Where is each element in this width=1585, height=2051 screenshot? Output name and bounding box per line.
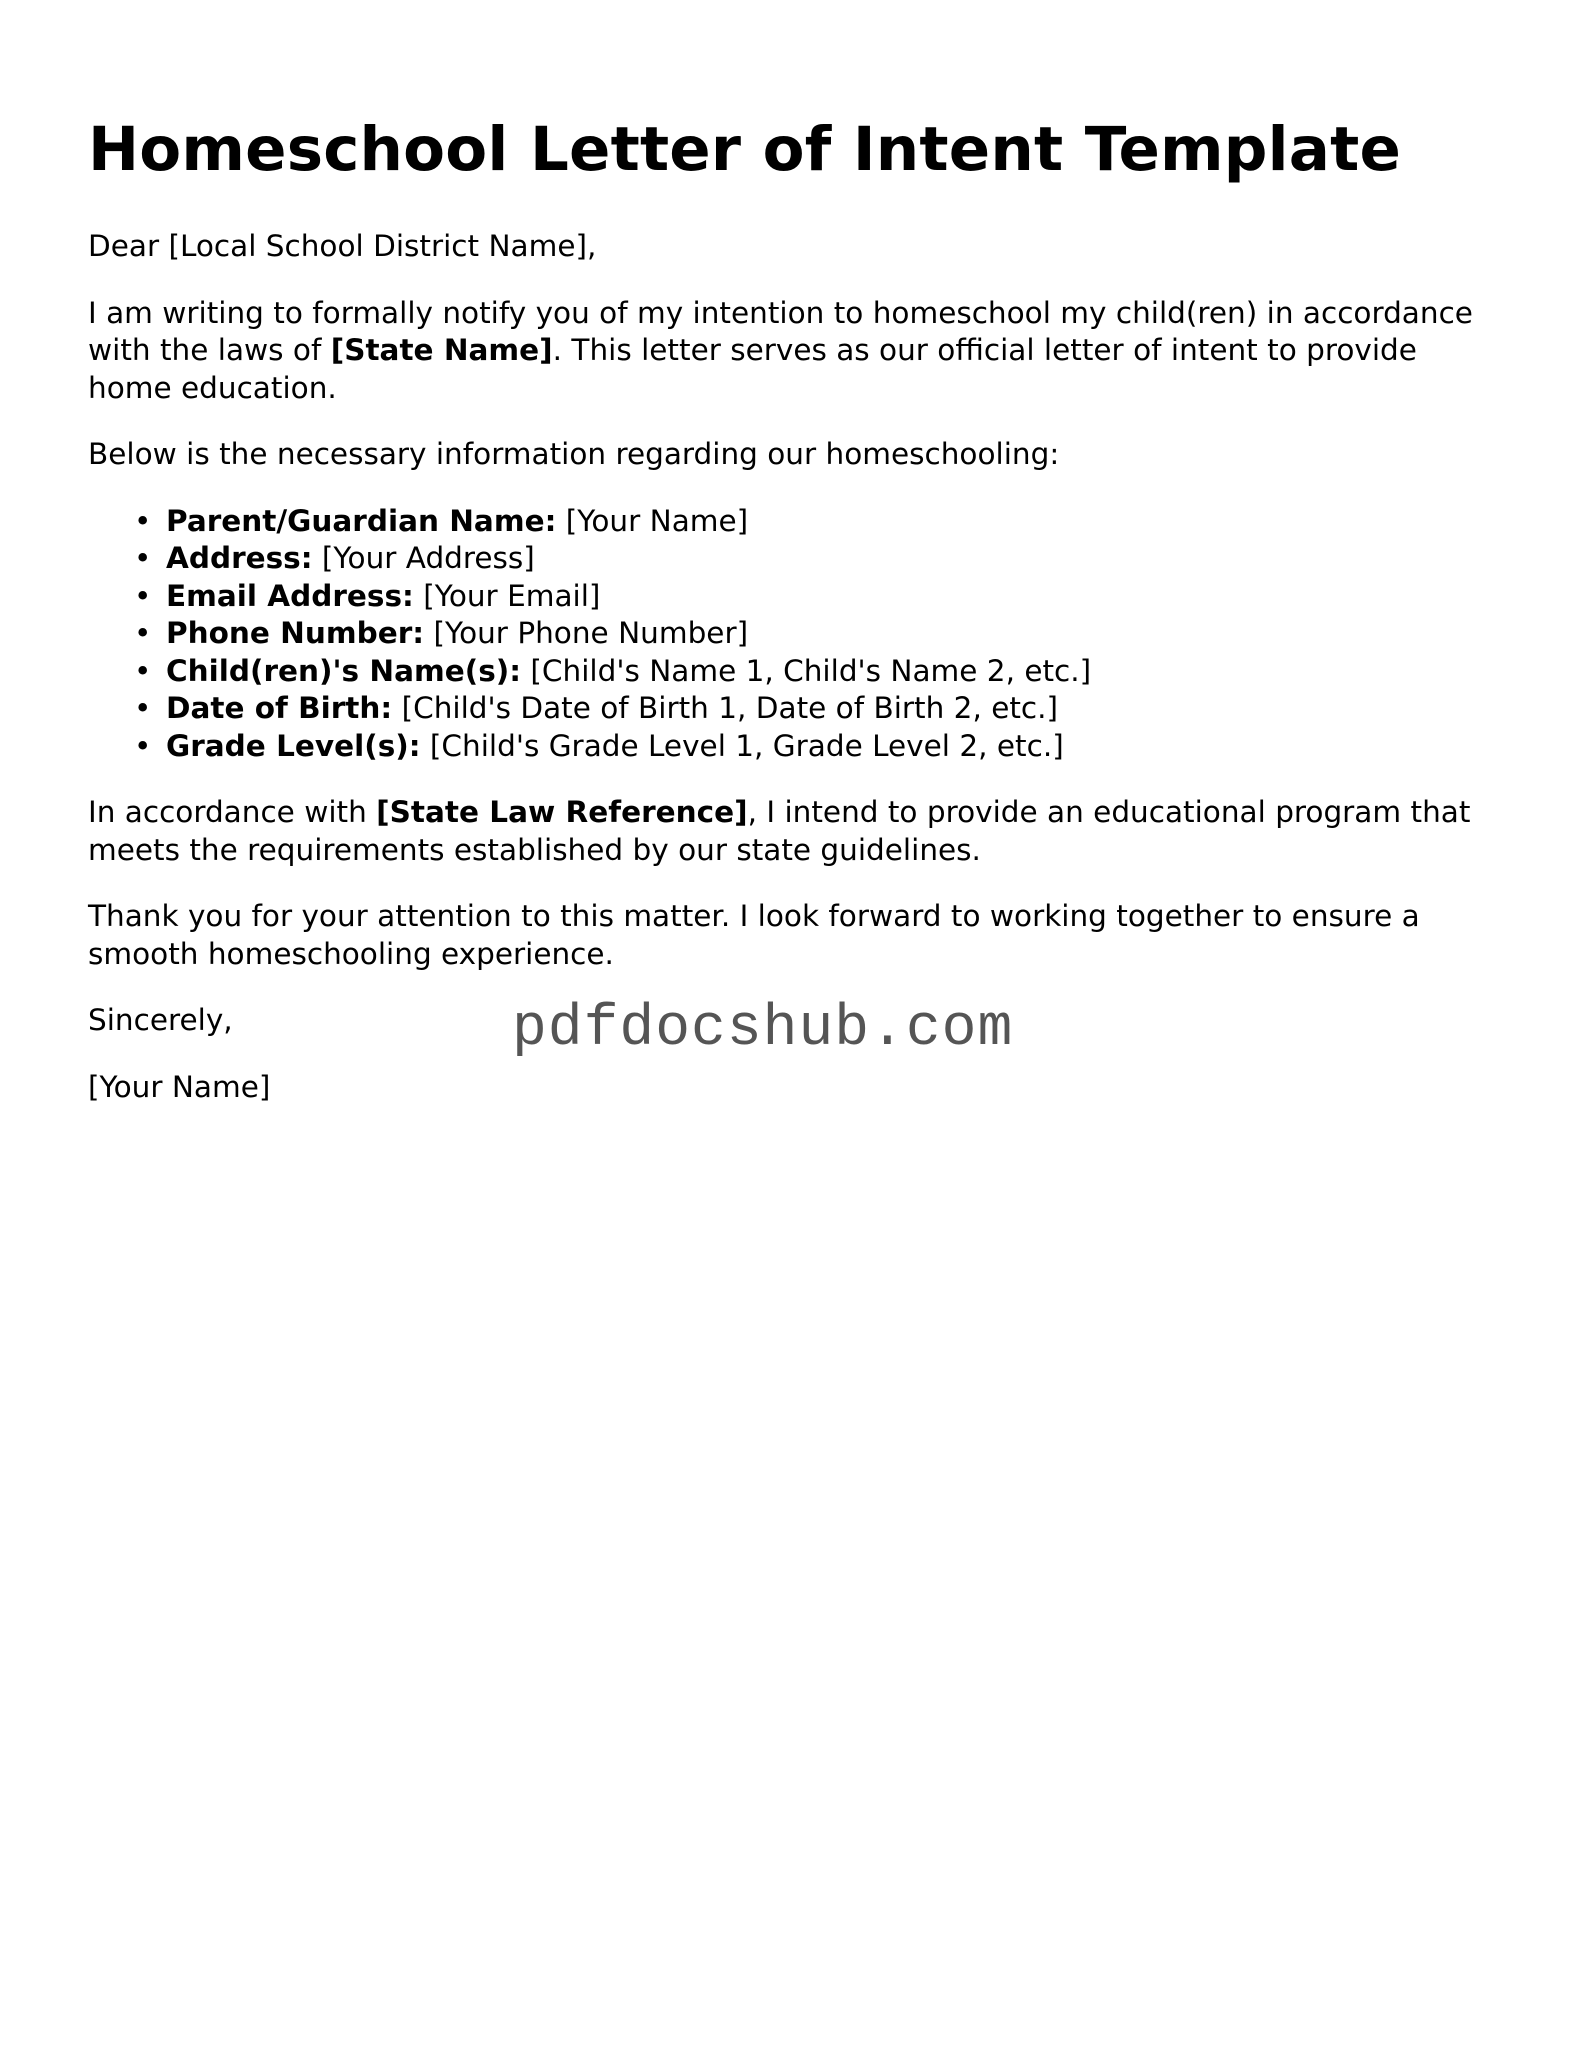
bullet-icon: • — [134, 503, 152, 538]
salutation: Dear [Local School District Name], — [88, 229, 597, 263]
info-value: [Your Email] — [413, 578, 601, 613]
info-label: Parent/Guardian Name: — [166, 503, 557, 538]
watermark: pdfdocshub.com — [512, 997, 1014, 1062]
bullet-icon: • — [134, 691, 152, 725]
law-paragraph — [88, 794, 1508, 869]
list-item — [134, 728, 1508, 766]
info-label: Child(ren)'s Name(s): — [166, 653, 522, 688]
info-value: [Child's Name 1, Child's Name 2, etc.] — [521, 653, 1092, 688]
list-item — [134, 653, 1508, 691]
list-item — [134, 690, 1508, 728]
page-title: Homeschool Letter of Intent Template — [88, 114, 1402, 185]
info-value: [Child's Date of Birth 1, Date of Birth 2, etc.] — [392, 691, 1059, 725]
info-label: Phone Number: — [166, 616, 425, 650]
list-item — [134, 615, 1508, 653]
bullet-icon: • — [134, 616, 152, 650]
list-item — [134, 503, 1508, 541]
info-value: [Child's Grade Level 1, Grade Level 2, etc.] — [420, 728, 1064, 763]
info-value: [Your Name] — [556, 503, 749, 538]
info-list — [88, 503, 1508, 766]
info-lead: Below is the necessary information regarding our homeschooling: — [88, 437, 1060, 471]
bullet-icon: • — [134, 728, 152, 763]
law-text-start: In accordance with — [88, 795, 377, 829]
signature-name: [Your Name] — [88, 1069, 271, 1104]
info-value: [Your Phone Number] — [424, 616, 749, 650]
info-label: Address: — [166, 541, 313, 575]
bullet-icon: • — [134, 541, 152, 575]
info-label: Email Address: — [166, 578, 414, 613]
law-text-end: , I intend to provide an educational program that meets the requirements established by our state guidelines. — [88, 795, 1471, 867]
closing: Sincerely, — [88, 1003, 233, 1037]
law-reference-placeholder: [State Law Reference] — [376, 795, 748, 829]
bullet-icon: • — [134, 653, 152, 688]
bullet-icon: • — [134, 578, 152, 613]
intro-text-end: . This letter serves as our official letter of intent to provide home education. — [88, 333, 1417, 405]
thanks-paragraph: Thank you for your attention to this matter. I look forward to working together to ensure a smooth homeschooling experience. — [88, 899, 1420, 971]
info-value: [Your Address] — [312, 541, 535, 575]
intro-paragraph — [88, 295, 1508, 408]
info-label: Date of Birth: — [166, 691, 393, 725]
state-name-placeholder: [State Name] — [330, 333, 553, 367]
info-label: Grade Level(s): — [166, 728, 421, 763]
intro-text-start: I am writing to formally notify you of my intention to homeschool my child(ren) in accordance with the laws of — [88, 295, 1473, 367]
list-item — [134, 578, 1508, 616]
list-item — [134, 540, 1508, 578]
